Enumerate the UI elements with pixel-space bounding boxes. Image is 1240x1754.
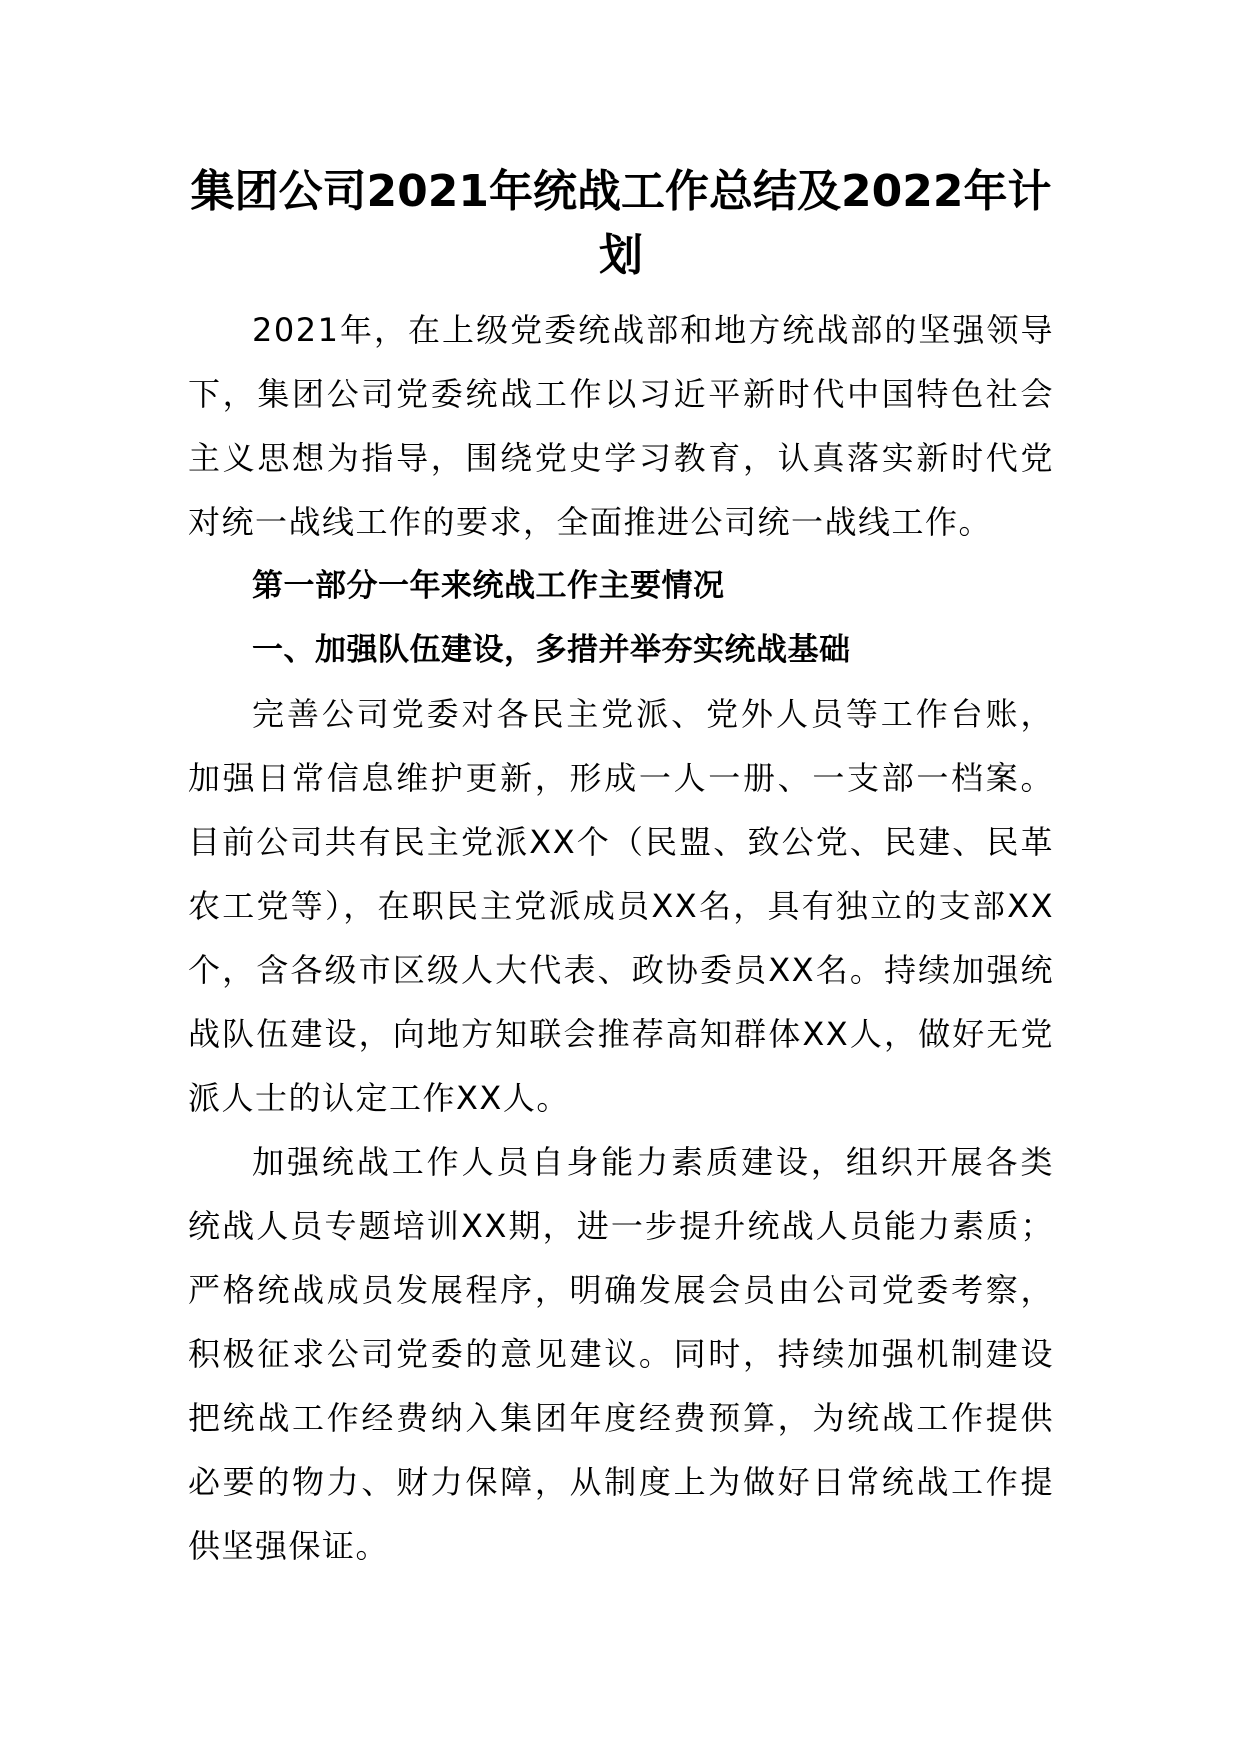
intro-paragraph: 2021年，在上级党委统战部和地方统战部的坚强领导下，集团公司党委统战工作以习近平新时代中国特色社会主义思想为指导，围绕党史学习教育，认真落实新时代党对统一战线工作的要求，全面推进公司统一战线工作。	[188, 311, 1054, 541]
document-title: 集团公司2021年统战工作总结及2022年计划	[190, 166, 1052, 281]
part-one-heading: 第一部分一年来统战工作主要情况	[252, 568, 725, 604]
document-body	[188, 298, 1054, 1578]
body-paragraph: 完善公司党委对各民主党派、党外人员等工作台账，加强日常信息维护更新，形成一人一册、一支部一档案。目前公司共有民主党派XX个（民盟、致公党、民建、民革农工党等），在职民主党派成员XX名，具有独立的支部XX个，含各级市区级人大代表、政协委员XX名。持续加强统战队伍建设，向地方知联会推荐高知群体XX人，做好无党派人士的认定工作XX人。	[188, 695, 1054, 1117]
body-paragraph: 加强统战工作人员自身能力素质建设，组织开展各类统战人员专题培训XX期，进一步提升统战人员能力素质；严格统战成员发展程序，明确发展会员由公司党委考察，积极征求公司党委的意见建议。同时，持续加强机制建设把统战工作经费纳入集团年度经费预算，为统战工作提供必要的物力、财力保障，从制度上为做好日常统战工作提供坚强保证。	[188, 1143, 1054, 1565]
section-one-heading: 一、加强队伍建设，多措并举夯实统战基础	[252, 632, 851, 668]
